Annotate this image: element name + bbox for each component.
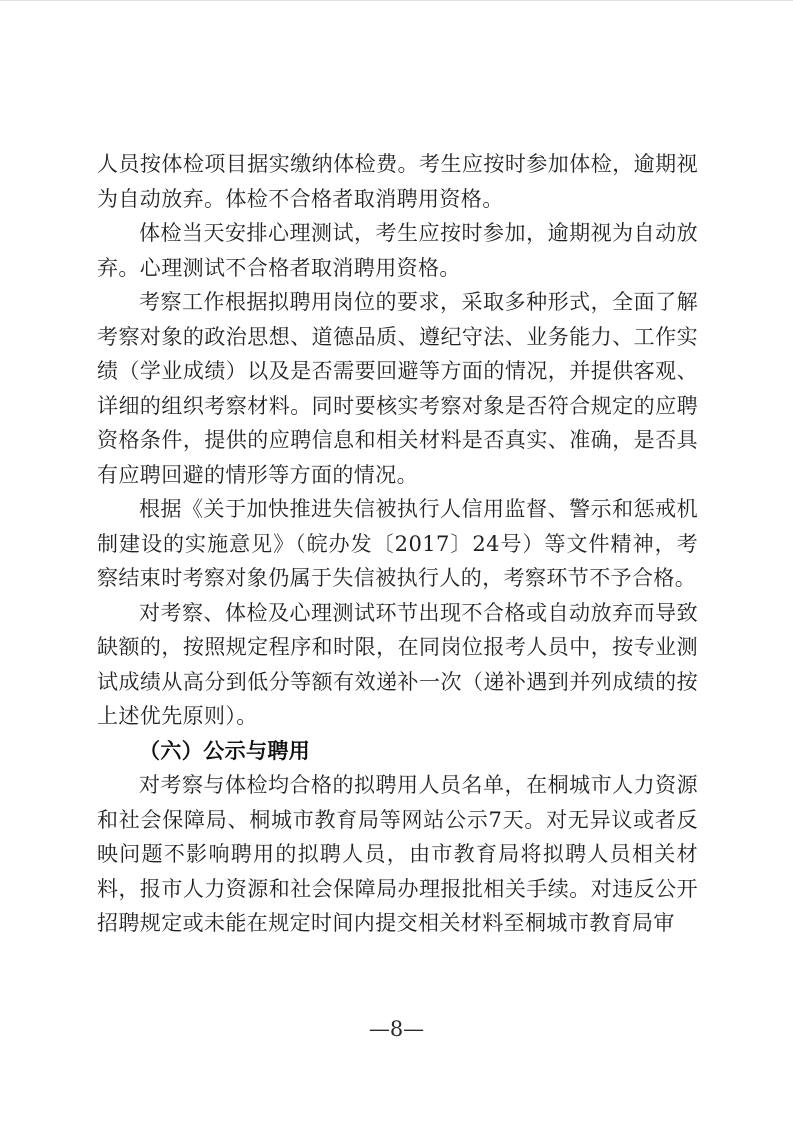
paragraph-inspection-work: 考察工作根据拟聘用岗位的要求，采取多种形式，全面了解考察对象的政治思想、道德品质、遵纪守法、业务能力、工作实绩（学业成绩）以及是否需要回避等方面的情况，并提供客观、详细的组织考察材料。同时要核实考察对象是否符合规定的应聘资格条件，提供的应聘信息和相关材料是否真实、准确，是否具有应聘回避的情形等方面的情况。 (97, 290, 698, 487)
scan-edge-line (0, 0, 793, 1)
document-body (97, 147, 698, 941)
paragraph-replacement-rule: 对考察、体检及心理测试环节出现不合格或自动放弃而导致缺额的，按照规定程序和时限，在同岗位报考人员中，按专业测试成绩从高分到低分等额有效递补一次（递补遇到并列成绩的按上述优先原则）。 (97, 600, 698, 728)
paragraph-dishonesty-policy: 根据《关于加快推进失信被执行人信用监督、警示和惩戒机制建设的实施意见》（皖办发〔2017〕24号）等文件精神，考察结束时考察对象仍属于失信被执行人的，考察环节不予合格。 (97, 497, 698, 590)
paragraph-publicity-procedure: 对考察与体检均合格的拟聘用人员名单，在桐城市人力资源和社会保障局、桐城市教育局等网站公示7天。对无异议或者反映问题不影响聘用的拟聘人员，由市教育局将拟聘人员相关材料，报市人力资源和社会保障局办理报批相关手续。对违反公开招聘规定或未能在规定时间内提交相关材料至桐城市教育局审 (97, 773, 698, 935)
section-heading-publicity-employment: （六）公示与聘用 (139, 737, 311, 763)
paragraph-physical-exam: 人员按体检项目据实缴纳体检费。考生应按时参加体检，逾期视为自动放弃。体检不合格者取消聘用资格。 (97, 152, 698, 211)
paragraph-psych-test: 体检当天安排心理测试，考生应按时参加，逾期视为自动放弃。心理测试不合格者取消聘用资格。 (97, 221, 698, 280)
page-number: —8— (368, 1017, 425, 1041)
